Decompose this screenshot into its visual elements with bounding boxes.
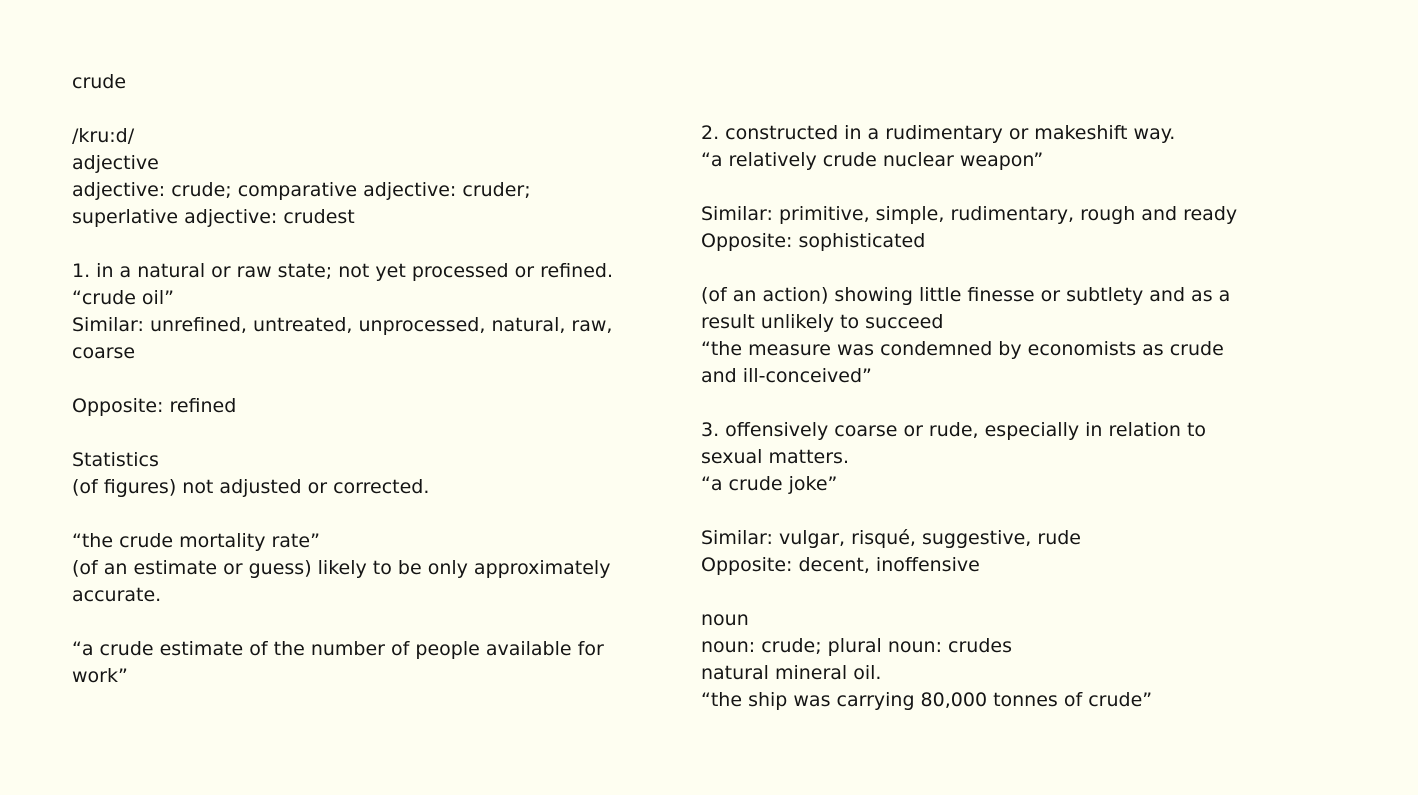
sense-3-similar: Similar: vulgar, risqué, suggestive, rude: [701, 527, 1081, 549]
sense-1-definition: 1. in a natural or raw state; not yet processed or refined.: [72, 260, 613, 282]
noun-label: noun: [701, 608, 749, 630]
sense-1-similar-line-1: Similar: unrefined, untreated, unprocessed, natural, raw,: [72, 314, 613, 336]
noun-definition: natural mineral oil.: [701, 662, 882, 684]
sense-3-opposite: Opposite: decent, inoffensive: [701, 554, 980, 576]
headword: crude: [72, 71, 127, 93]
noun-example: “the ship was carrying 80,000 tonnes of crude”: [701, 689, 1153, 711]
statistics-label: Statistics: [72, 449, 159, 471]
sense-1-opposite: Opposite: refined: [72, 395, 237, 417]
action-example-line-2: and ill-conceived”: [701, 365, 872, 387]
adjective-forms-line-2: superlative adjective: crudest: [72, 206, 355, 228]
left-column: [72, 69, 632, 690]
action-example-line-1: “the measure was condemned by economists as crude: [701, 338, 1224, 360]
noun-forms: noun: crude; plural noun: crudes: [701, 635, 1012, 657]
sense-2-similar: Similar: primitive, simple, rudimentary, rough and ready: [701, 203, 1238, 225]
sense-3-example: “a crude joke”: [701, 473, 838, 495]
sense-3-definition-line-2: sexual matters.: [701, 446, 849, 468]
sense-2-definition: 2. constructed in a rudimentary or makeshift way.: [701, 122, 1176, 144]
estimate-example-line-1: “a crude estimate of the number of people available for: [72, 638, 604, 660]
statistics-definition: (of figures) not adjusted or corrected.: [72, 476, 430, 498]
pronunciation: /kru:d/: [72, 125, 135, 147]
right-column: [701, 120, 1261, 714]
sense-3-definition-line-1: 3. offensively coarse or rude, especially in relation to: [701, 419, 1207, 441]
sense-1-similar-line-2: coarse: [72, 341, 136, 363]
action-definition-line-2: result unlikely to succeed: [701, 311, 944, 333]
sense-1-example: “crude oil”: [72, 287, 174, 309]
adjective-forms-line-1: adjective: crude; comparative adjective: cruder;: [72, 179, 531, 201]
part-of-speech: adjective: [72, 152, 159, 174]
action-definition-line-1: (of an action) showing little finesse or subtlety and as a: [701, 284, 1231, 306]
statistics-example: “the crude mortality rate”: [72, 530, 320, 552]
estimate-example-line-2: work”: [72, 665, 128, 687]
sense-2-example: “a relatively crude nuclear weapon”: [701, 149, 1044, 171]
estimate-definition-line-2: accurate.: [72, 584, 162, 606]
estimate-definition-line-1: (of an estimate or guess) likely to be only approximately: [72, 557, 611, 579]
sense-2-opposite: Opposite: sophisticated: [701, 230, 926, 252]
